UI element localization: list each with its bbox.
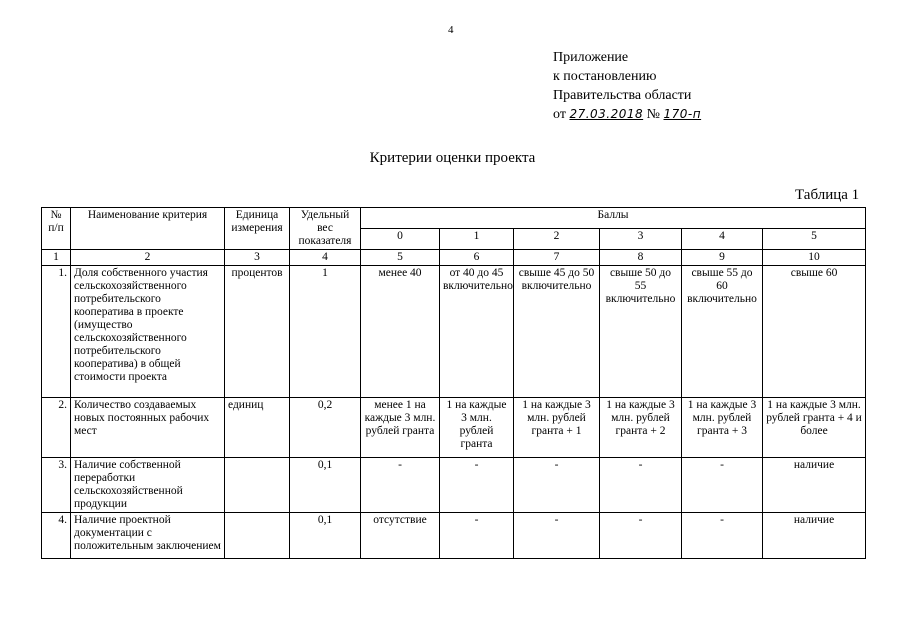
header-point-5: 5 (763, 229, 866, 250)
criterion-unit (225, 458, 290, 513)
header-point-3: 3 (600, 229, 682, 250)
header-points: Баллы (361, 208, 866, 229)
table-row (42, 398, 866, 458)
points-cell: свыше 45 до 50 включительно (514, 266, 600, 398)
points-cell: 1 на каждые 3 млн. рублей гранта + 2 (600, 398, 682, 458)
criterion-weight: 0,2 (290, 398, 361, 458)
date-prefix: от (553, 107, 566, 122)
criterion-name: Доля собственного участия сельскохозяйственного потребительского кооператива в проекте (имущество сельскохозяйственного потребительского кооператива) в общей стоимости проекта (71, 266, 225, 398)
appendix-header (553, 48, 701, 124)
criterion-name: Количество создаваемых новых постоянных рабочих мест (71, 398, 225, 458)
criterion-weight: 0,1 (290, 458, 361, 513)
header-point-4: 4 (682, 229, 763, 250)
appendix-line-3: Правительства области (553, 88, 692, 103)
col-number: 1 (42, 250, 71, 266)
row-num: 4. (42, 513, 71, 559)
points-cell: наличие (763, 458, 866, 513)
criteria-table (41, 207, 866, 559)
col-number: 10 (763, 250, 866, 266)
points-cell: - (600, 513, 682, 559)
col-number: 7 (514, 250, 600, 266)
points-cell: - (514, 458, 600, 513)
header-weight: Удельный вес показателя (290, 208, 361, 250)
row-num: 3. (42, 458, 71, 513)
points-cell: - (600, 458, 682, 513)
points-cell: - (682, 513, 763, 559)
col-number: 8 (600, 250, 682, 266)
criterion-unit: процентов (225, 266, 290, 398)
table-row (42, 266, 866, 398)
resolution-number: 170-п (663, 107, 702, 121)
header-num: № п/п (42, 208, 71, 250)
table-row (42, 458, 866, 513)
table-label: Таблица 1 (795, 187, 860, 203)
appendix-date-line (553, 105, 701, 124)
col-number: 4 (290, 250, 361, 266)
appendix-line-1: Приложение (553, 50, 629, 65)
page-number: 4 (448, 24, 454, 36)
points-cell: - (361, 458, 440, 513)
row-num: 2. (42, 398, 71, 458)
points-cell: - (440, 513, 514, 559)
col-number: 5 (361, 250, 440, 266)
points-cell: менее 1 на каждые 3 млн. рублей гранта (361, 398, 440, 458)
points-cell: свыше 55 до 60 включительно (682, 266, 763, 398)
col-number: 6 (440, 250, 514, 266)
criterion-unit (225, 513, 290, 559)
points-cell: - (514, 513, 600, 559)
points-cell: 1 на каждые 3 млн. рублей гранта + 4 и более (763, 398, 866, 458)
header-point-1: 1 (440, 229, 514, 250)
resolution-date: 27.03.2018 (569, 107, 644, 121)
header-point-2: 2 (514, 229, 600, 250)
points-cell: - (440, 458, 514, 513)
points-cell: наличие (763, 513, 866, 559)
column-number-row (42, 250, 866, 266)
table-row (42, 513, 866, 559)
row-num: 1. (42, 266, 71, 398)
points-cell: менее 40 (361, 266, 440, 398)
criterion-unit: единиц (225, 398, 290, 458)
criterion-name: Наличие проектной документации с положительным заключением (71, 513, 225, 559)
document-title: Критерии оценки проекта (369, 150, 536, 166)
criterion-weight: 0,1 (290, 513, 361, 559)
points-cell: свыше 50 до 55 включительно (600, 266, 682, 398)
appendix-line-2: к постановлению (553, 69, 657, 84)
col-number: 2 (71, 250, 225, 266)
header-unit: Единица измерения (225, 208, 290, 250)
col-number: 3 (225, 250, 290, 266)
points-cell: 1 на каждые 3 млн. рублей гранта + 1 (514, 398, 600, 458)
points-cell: от 40 до 45 включительно (440, 266, 514, 398)
criterion-weight: 1 (290, 266, 361, 398)
number-prefix: № (646, 107, 661, 122)
points-cell: 1 на каждые 3 млн. рублей гранта + 3 (682, 398, 763, 458)
criterion-name: Наличие собственной переработки сельскохозяйственной продукции (71, 458, 225, 513)
header-row (42, 208, 866, 229)
header-name: Наименование критерия (71, 208, 225, 250)
header-point-0: 0 (361, 229, 440, 250)
points-cell: свыше 60 (763, 266, 866, 398)
col-number: 9 (682, 250, 763, 266)
points-cell: - (682, 458, 763, 513)
points-cell: 1 на каждые 3 млн. рублей гранта (440, 398, 514, 458)
points-cell: отсутствие (361, 513, 440, 559)
